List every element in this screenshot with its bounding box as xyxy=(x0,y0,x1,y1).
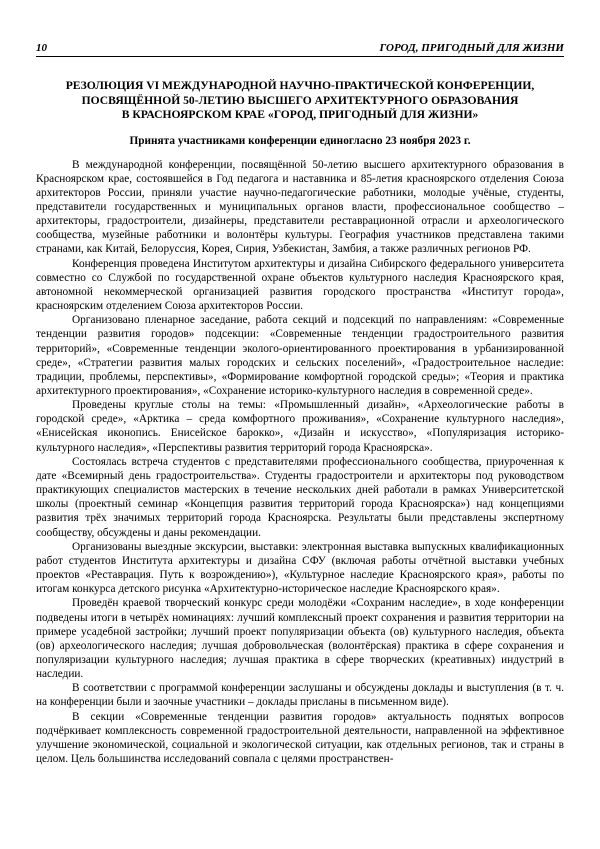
paragraph-contest: Проведён краевой творческий конкурс среди молодёжи «Сохраним наследие», в ходе конференции подведены итоги в четырёх номинациях: лучший комплексный проект сохранения и развития территории на примере усадебной застройки; лучший проект популяризации объекта (ов) культурного наследия, объекта (ов) археологического наследия; лучшая добровольческая (волонтёрская) практика в сфере сохранения и популяризации культурного наследия; лучшая практика в сфере творческих (креативных) индустрий в наследии. xyxy=(36,597,564,681)
page-number: 10 xyxy=(36,42,47,54)
paragraph-participants: В международной конференции, посвящённой 50-летию высшего архитектурного образования в Красноярском крае, состоявшейся в Год педагога и наставника и 85-летия красноярского отделения Союза архитекторов России, приняли участие научно-педагогические работники, молодые учёные, студенты, представители государственных и муниципальных органов власти, профессиональное сообщество – архитекторы, градостроители, дизайнеры, представители реставрационной отрасли и археологического сообщества, музейные работники и волонтёры культуры. География участников представлена такими странами, как Китай, Белоруссия, Корея, Сирия, Узбекистан, Замбия, а также различных регионов РФ. xyxy=(36,158,564,256)
paragraph-excursions: Организованы выездные экскурсии, выставки: электронная выставка выпускных квалификационных работ студентов Института архитектуры и дизайна СФУ (включая работы отчётной выставки учебных проектов «Реставрация. Путь к возрождению»), «Культурное наследие Красноярского края», работы по итогам конкурса детского рисунка «Архитектурно-историческое наследие Красноярского края». xyxy=(36,540,564,596)
running-header xyxy=(36,42,564,57)
page xyxy=(36,42,564,766)
title-line: ПОСВЯЩЁННОЙ 50-ЛЕТИЮ ВЫСШЕГО АРХИТЕКТУРНОГО ОБРАЗОВАНИЯ xyxy=(81,93,519,107)
paragraph-student-meeting: Состоялась встреча студентов с представителями профессионального сообщества, приуроченная к дате «Всемирный день градостроительства». Студенты градостроители и архитекторы под руководством практикующих специалистов мастерских в течение нескольких дней работали в рамках Университетской школы (проектный семинар «Концепция развития территорий города Красноярска») над концепциями развития трёх значимых территорий города Красноярска. Результаты были представлены экспертному сообществу, обсуждены и даны рекомендации. xyxy=(36,455,564,539)
paragraph-section-cities: В секции «Современные тенденции развития городов» актуальность поднятых вопросов подчёркивает комплексность современной градостроительной деятельности, направленной на эффективное улучшение экономической, социальной и экологической ситуации, как отдельных регионов, так и страны в целом. Цель большинства исследований совпала с целями пространствен- xyxy=(36,710,564,766)
adoption-note: Принята участниками конференции единогласно 23 ноября 2023 г. xyxy=(129,134,471,147)
title-line: РЕЗОЛЮЦИЯ VI МЕЖДУНАРОДНОЙ НАУЧНО-ПРАКТИЧЕСКОЙ КОНФЕРЕНЦИИ, xyxy=(65,79,535,92)
resolution-title xyxy=(36,79,564,123)
paragraph-sections: Организовано пленарное заседание, работа секций и подсекций по направлениям: «Современные тенденции развития городов» подсекции: «Современные тенденции градостроительного развития территорий», «Современные тенденции эколого-ориентированного проектирования в урбанизированной среде», «Стратегии развития малых городских и сельских поселений», «Градостроительное наследие: традиции, проблемы, перспективы», «Формирование комфортной городской среды»; «Теория и практика архитектурного проектирования», «Сохранение историко-культурного наследия в современной среде». xyxy=(36,314,564,397)
paragraph-round-tables: Проведены круглые столы на темы: «Промышленный дизайн», «Археологические работы в городской среде», «Арктика – среда комфортного проживания», «Сохранение культурного наследия», «Енисейская иконопись. Енисейское барокко», «Дизайн и искусство», «Популяризация историко-культурного наследия», «Перспективы развития территорий города Красноярска». xyxy=(36,399,564,454)
paragraph-reports: В соответствии с программой конференции заслушаны и обсуждены доклады и выступления (в т. ч. на конференции были и заочные участники – доклады присланы в письменном виде). xyxy=(36,682,564,709)
title-line: В КРАСНОЯРСКОМ КРАЕ «ГОРОД, ПРИГОДНЫЙ ДЛЯ ЖИЗНИ» xyxy=(121,108,479,121)
paragraph-organizers: Конференция проведена Институтом архитектуры и дизайна Сибирского федерального университета совместно со Службой по государственной охране объектов культурного наследия Красноярского края, автономной некоммерческой организацией развития городского пространства «Институт города», красноярским отделением Союза архитекторов России. xyxy=(36,257,564,313)
resolution-body xyxy=(36,158,564,767)
running-title: ГОРОД, ПРИГОДНЫЙ ДЛЯ ЖИЗНИ xyxy=(379,42,564,54)
